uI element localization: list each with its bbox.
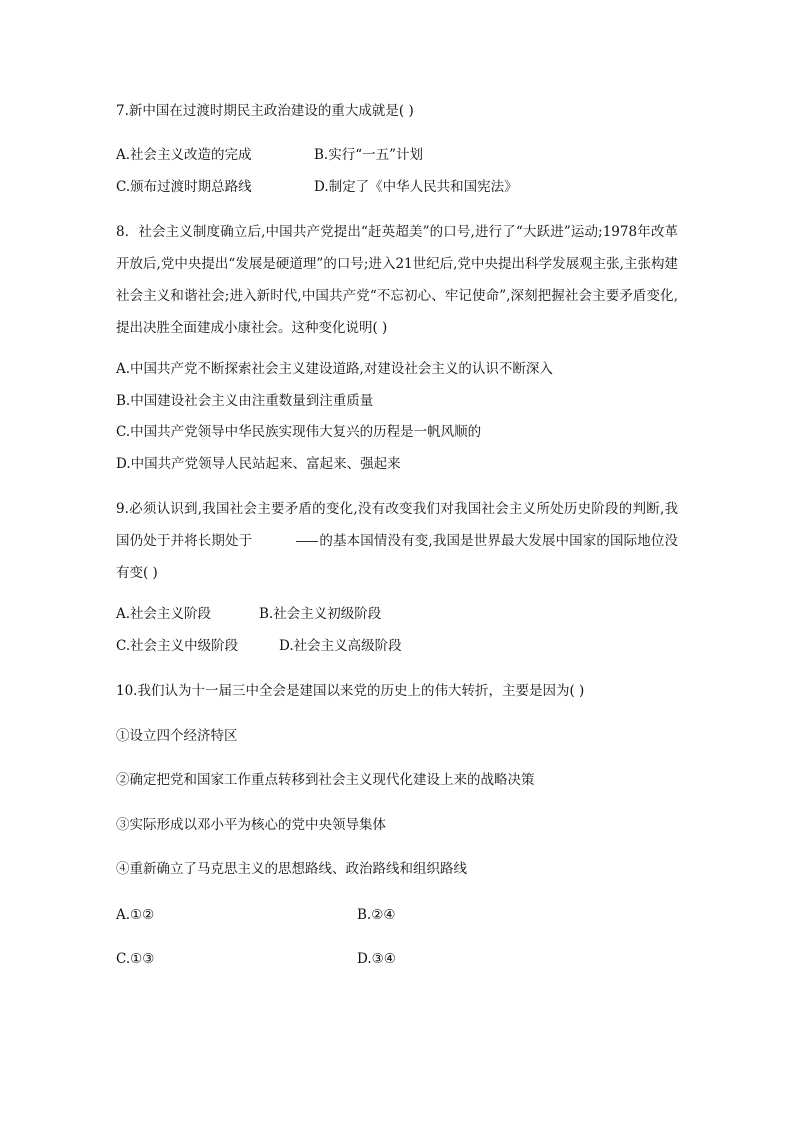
q8-option-c: C.中国共产党领导中华民族实现伟大复兴的历程是一帆风顺的 [116,424,482,440]
q7-option-a: A.社会主义改造的完成 [116,147,252,163]
q10-item-4: ④重新确立了马克思主义的思想路线、政治路线和组织路线 [116,861,467,877]
q8-option-d: D.中国共产党领导人民站起来、富起来、强起来 [116,456,401,472]
q10-item-1: ①设立四个经济特区 [116,728,238,744]
q9-blank-dash [296,541,318,542]
q9-stem-before: 9.必须认识到,我国社会主要矛盾的变化,没有改变我们对我国社会主义所处历史阶段的判断,我国仍处于并将长期处于 [116,501,678,549]
q10-item-3: ③实际形成以邓小平为核心的党中央领导集体 [116,817,386,833]
q9-option-a: A.社会主义阶段 [116,606,212,622]
q10-option-b: B.②④ [357,907,396,923]
q9-option-c: C.社会主义中级阶段 [116,638,239,654]
q10-option-a: A.①② [116,907,155,923]
q10-option-c: C.①③ [116,951,155,967]
q10-item-2: ②确定把党和国家工作重点转移到社会主义现代化建设上来的战略决策 [116,772,535,788]
q7-option-b: B.实行“一五”计划 [314,147,424,163]
q7-stem: 7.新中国在过渡时期民主政治建设的重大成就是( ) [116,103,414,119]
q9-stem-after: 的基本国情没有变,我国是世界最大发展中国家的国际地位没有变( ) [116,533,679,581]
q10-option-d: D.③④ [357,951,396,967]
q9-stem [116,493,678,589]
q9-option-d: D.社会主义高级阶段 [279,638,402,654]
q8-stem: 8．社会主义制度确立后,中国共产党提出“赶英超美”的口号,进行了“大跃进”运动;1978年改革开放后,党中央提出“发展是硬道理”的口号;进入21世纪后,党中央提出科学发展观主张,主张构建社会主义和谐社会;进入新时代,中国共产党“不忘初心、牢记使命”,深刻把握社会主要矛盾变化,提出决胜全面建成小康社会。这种变化说明( ) [116,224,678,336]
q7-option-c: C.颁布过渡时期总路线 [116,179,252,195]
q10-stem: 10.我们认为十一届三中全会是建国以来党的历史上的伟大转折，主要是因为( ) [116,683,585,699]
q8-option-b: B.中国建设社会主义由注重数量到注重质量 [116,393,374,409]
q9-option-b: B.社会主义初级阶段 [259,606,382,622]
q8-option-a: A.中国共产党不断探索社会主义建设道路,对建设社会主义的认识不断深入 [116,361,553,377]
q7-option-d: D.制定了《中华人民共和国宪法》 [314,179,518,195]
